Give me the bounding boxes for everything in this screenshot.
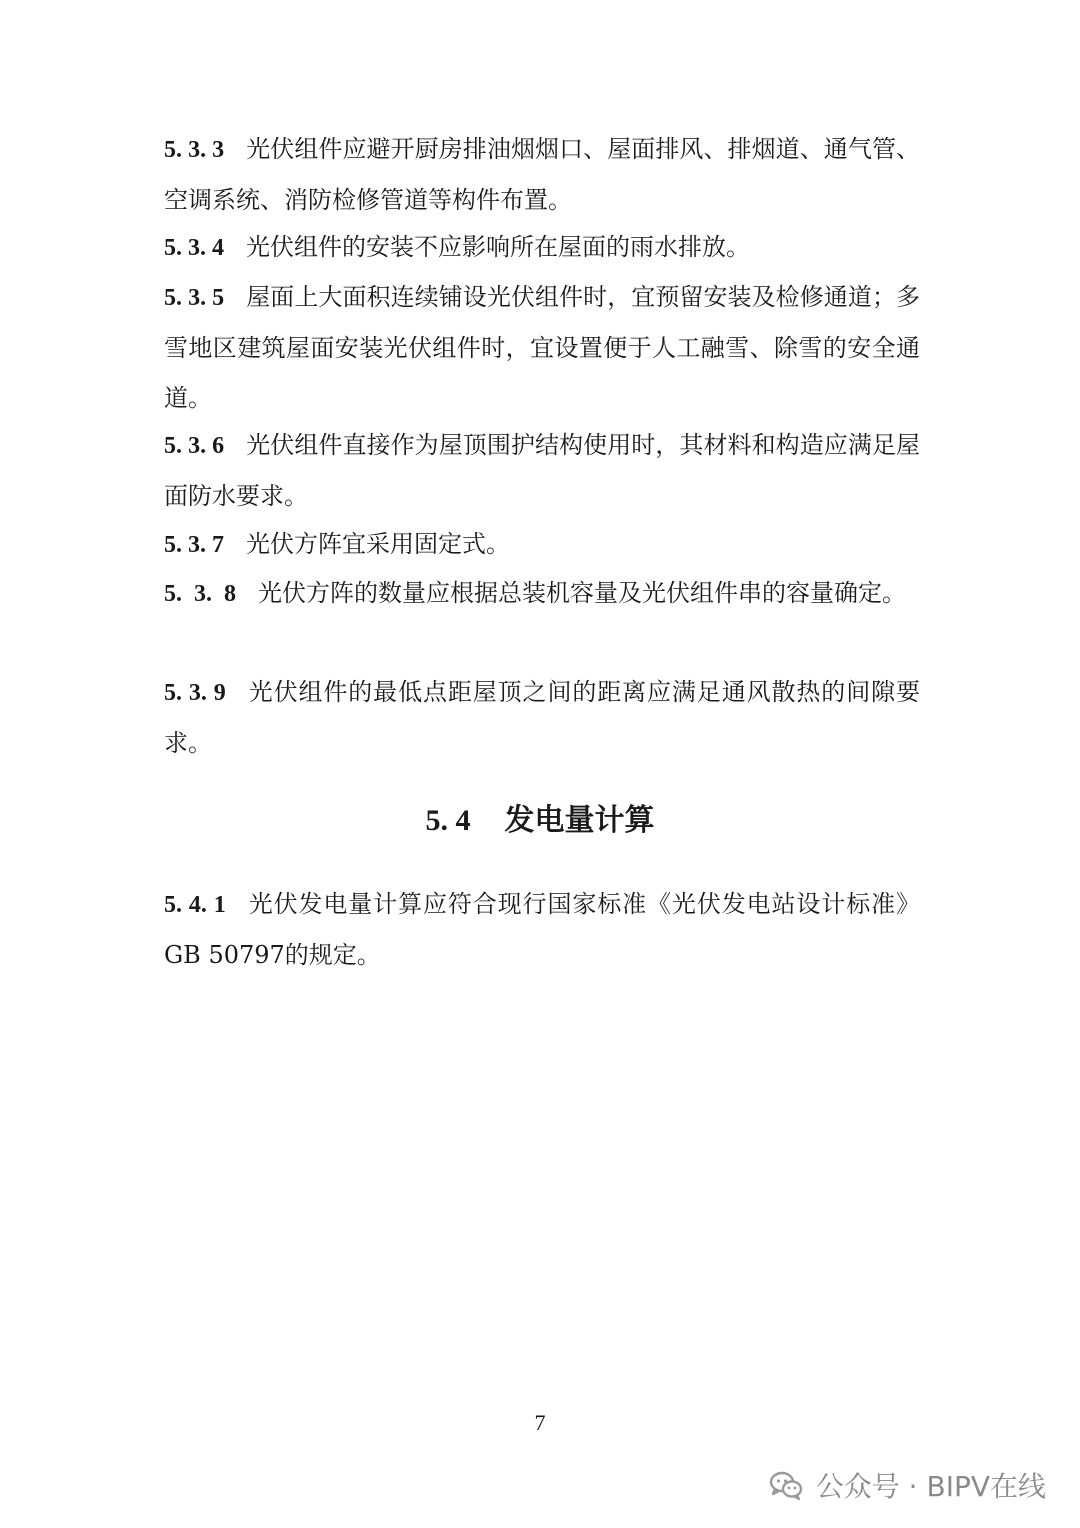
clause-number: 5. 3. 5 [164, 285, 225, 311]
clause-5-3-4 [164, 222, 920, 273]
page-number: 7 [534, 1410, 546, 1435]
clause-text: 光伏组件应避开厨房排油烟烟口、屋面排风、排烟道、通气管、空调系统、消防检修管道等构件布置。 [164, 135, 921, 214]
clause-number: 5. 4. 1 [164, 892, 226, 918]
clause-5-3-5 [164, 272, 920, 423]
clause-text: 光伏组件的安装不应影响所在屋面的雨水排放。 [246, 233, 750, 261]
clause-5-3-3 [164, 124, 920, 225]
clause-5-3-8 [164, 568, 920, 619]
clause-5-4-1 [164, 879, 920, 980]
clause-text: 光伏方阵宜采用固定式。 [246, 530, 510, 558]
watermark-text: 公众号 · BIPV在线 [815, 1470, 1046, 1503]
clause-text: 光伏组件直接作为屋顶围护结构使用时，其材料和构造应满足屋面防水要求。 [164, 431, 921, 510]
clause-5-3-9 [164, 667, 920, 768]
section-title: 发电量计算 [504, 803, 655, 838]
clause-number: 5. 3. 4 [164, 235, 224, 261]
clause-number: 5. 3. 9 [164, 680, 226, 706]
clause-number: 5. 3. 3 [164, 137, 225, 163]
clause-text: 光伏组件的最低点距屋顶之间的距离应满足通风散热的间隙要求。 [164, 678, 921, 757]
watermark [768, 1462, 1046, 1508]
clause-number: 5. 3. 6 [164, 433, 225, 459]
clause-text: 光伏发电量计算应符合现行国家标准《光伏发电站设计标准》GB 50797的规定。 [164, 890, 921, 969]
clause-text: 光伏方阵的数量应根据总装机容量及光伏组件串的容量确定。 [258, 579, 906, 607]
clause-text: 屋面上大面积连续铺设光伏组件时，宜预留安装及检修通道；多雪地区建筑屋面安装光伏组件时，宜设置便于人工融雪、除雪的安全通道。 [164, 283, 921, 412]
clause-number: 5. 3. 7 [164, 532, 224, 558]
clause-5-3-6 [164, 420, 920, 521]
wechat-icon [768, 1467, 804, 1503]
section-heading [0, 796, 1080, 846]
clause-5-3-7 [164, 519, 920, 570]
clause-number: 5. 3. 8 [164, 581, 236, 607]
section-number: 5. 4 [425, 804, 471, 837]
